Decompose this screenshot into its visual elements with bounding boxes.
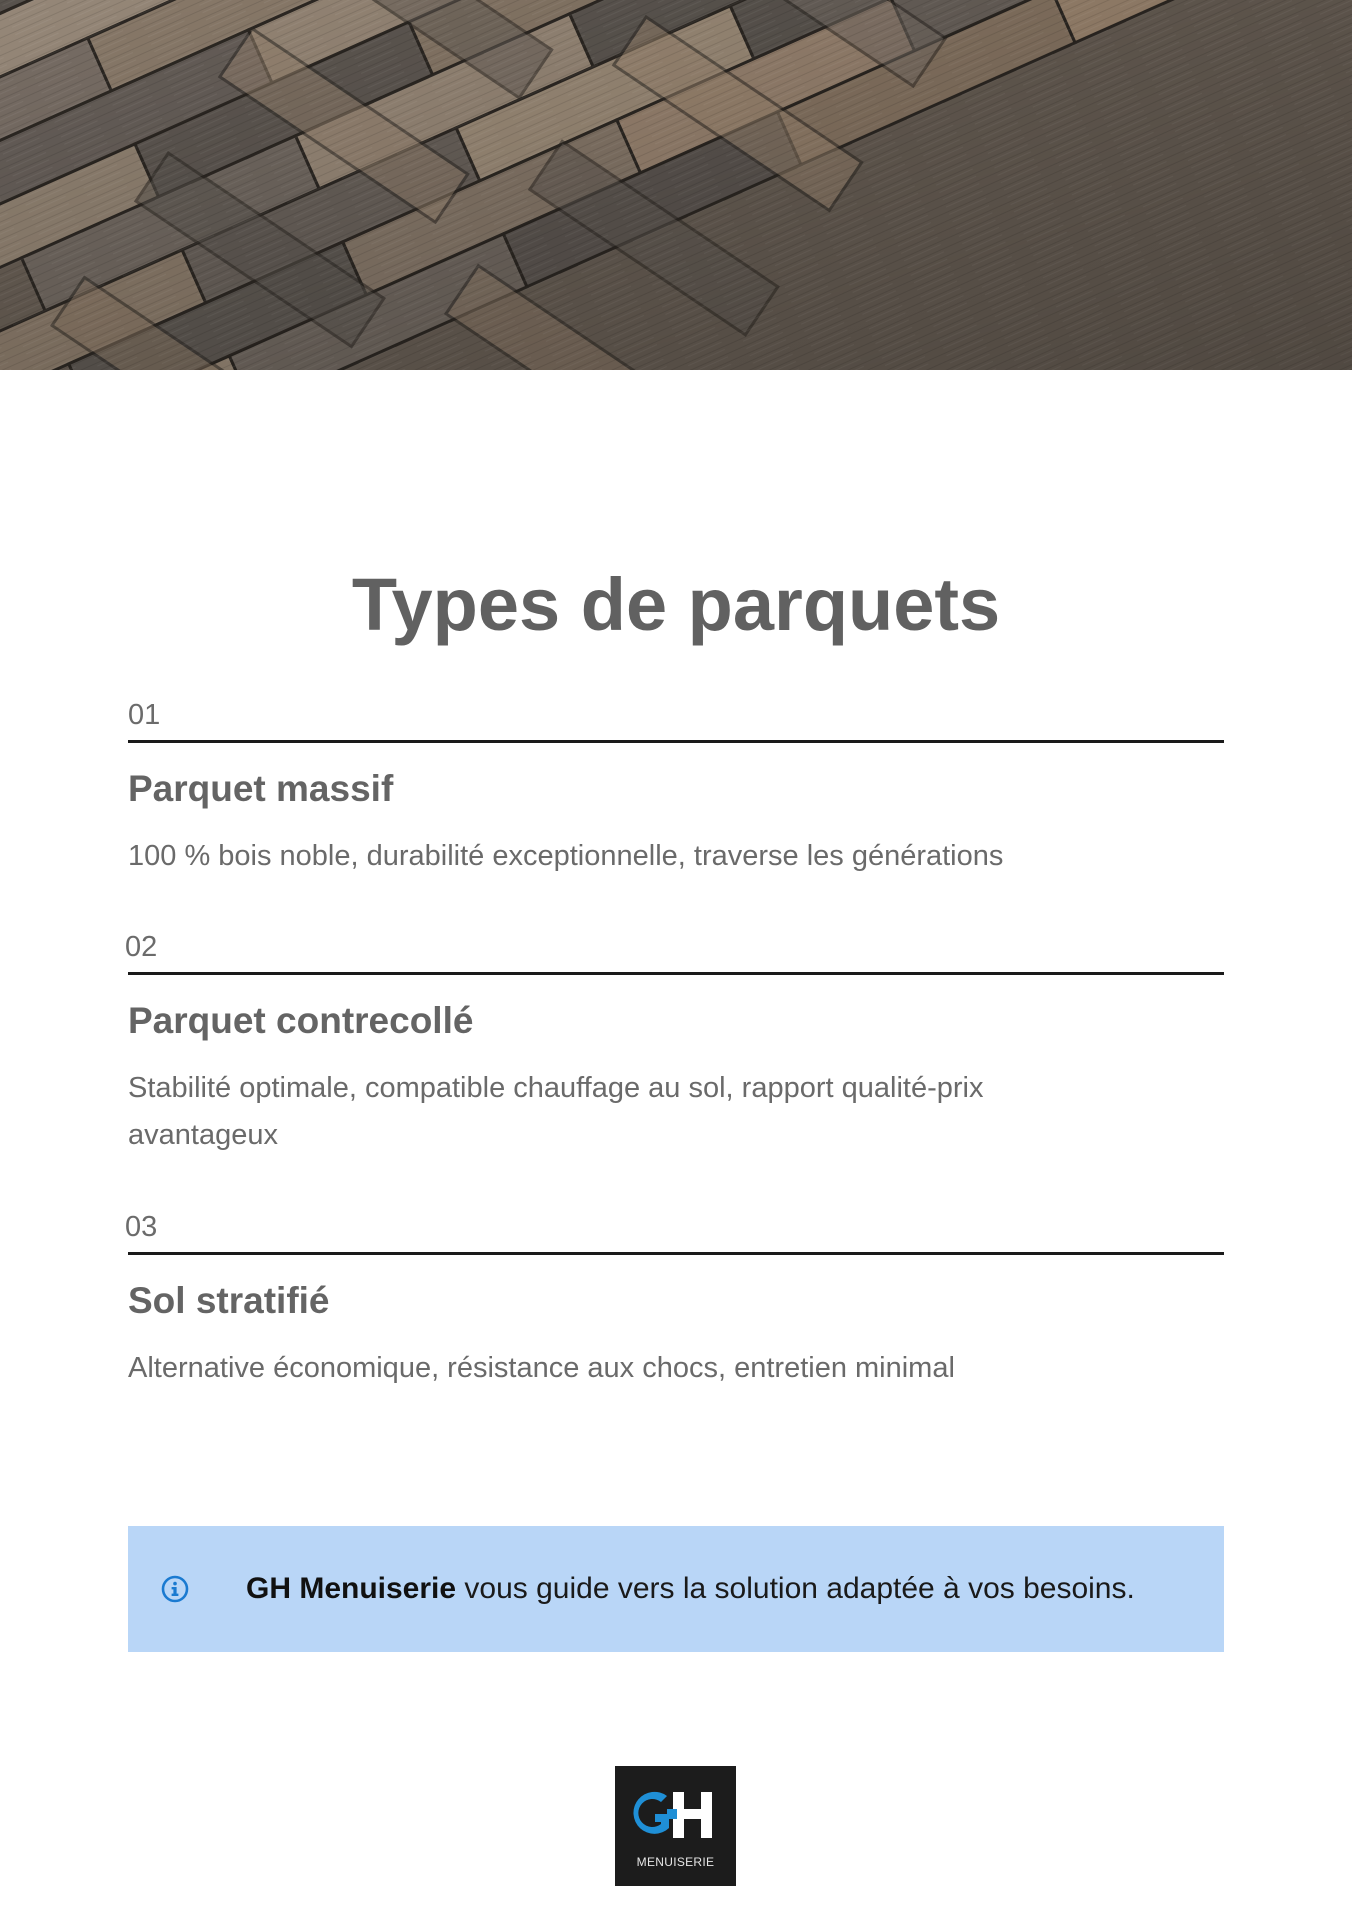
hero-parquet-image <box>0 0 1352 370</box>
callout-brand: GH Menuiserie <box>246 1572 457 1605</box>
page-title: Types de parquets <box>351 563 1001 646</box>
item-description: 100 % bois noble, durabilité exceptionnelle, traverse les générations <box>128 840 1004 872</box>
list-item <box>128 698 1224 880</box>
callout-text <box>246 1526 1135 1652</box>
info-icon <box>161 1575 189 1603</box>
gh-menuiserie-logo <box>615 1766 736 1886</box>
item-description: Stabilité optimale, compatible chauffage au sol, rapport qualité-prix avantageux <box>128 1072 984 1151</box>
parquet-pattern <box>0 0 1352 370</box>
divider <box>128 740 1224 743</box>
item-description: Alternative économique, résistance aux chocs, entretien minimal <box>128 1352 955 1384</box>
list-item <box>125 930 1224 1159</box>
divider <box>128 1252 1224 1255</box>
item-heading: Sol stratifié <box>128 1280 330 1321</box>
item-number: 03 <box>125 1211 158 1243</box>
list-item <box>125 1210 1224 1392</box>
info-callout <box>128 1526 1224 1652</box>
divider <box>128 972 1224 975</box>
item-heading: Parquet contrecollé <box>128 1000 474 1041</box>
item-heading: Parquet massif <box>128 768 394 809</box>
callout-message: vous guide vers la solution adaptée à vos besoins. <box>456 1572 1135 1605</box>
gh-monogram-icon <box>629 1784 722 1844</box>
item-number: 01 <box>128 699 161 731</box>
item-number: 02 <box>125 931 158 963</box>
logo-wordmark: MENUISERIE <box>636 1855 715 1869</box>
